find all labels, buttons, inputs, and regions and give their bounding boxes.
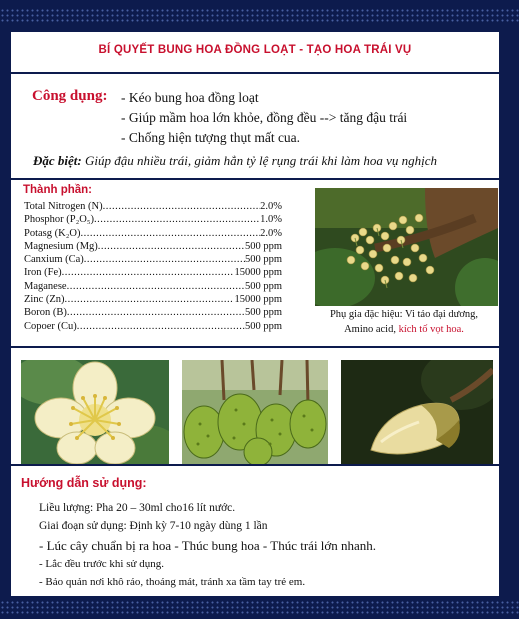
guide-list <box>39 502 376 594</box>
uses-list <box>121 88 407 148</box>
bottom-dot-band <box>0 600 519 614</box>
durian-bud-photo <box>341 360 493 466</box>
ingredients-list <box>24 200 282 333</box>
ingredient-name: Maganese <box>24 280 67 292</box>
uses-item: - Kéo bung hoa đồng loạt <box>121 90 259 105</box>
ingredient-name: Magnesium (Mg) <box>24 240 98 252</box>
ingredient-value: 15000 ppm <box>234 294 282 306</box>
ingredient-row <box>24 320 282 333</box>
uses-item: - Chống hiện tượng thụt mất cua. <box>121 130 301 145</box>
durian-fruits-photo <box>182 360 328 466</box>
ingredient-row <box>24 200 282 213</box>
page-title: BÍ QUYẾT BUNG HOA ĐỒNG LOẠT - TẠO HOA TRÁI VỤ <box>98 44 412 56</box>
ingredient-row <box>24 227 282 240</box>
ingredient-name: Iron (Fe) <box>24 267 62 279</box>
ingredient-name: Copoer (Cu) <box>24 320 77 332</box>
ingredient-value: 500 ppm <box>244 307 282 319</box>
special-text: Giúp đậu nhiều trái, giảm hẳn tỷ lệ rụng trái khi làm hoa vụ nghịch <box>81 153 438 168</box>
ingredient-value: 500 ppm <box>244 254 282 266</box>
guide-line: Liều lượng: Pha 20 – 30ml cho16 lít nước. <box>39 502 236 514</box>
guide-line: - Bảo quản nơi khô ráo, thoáng mát, tránh xa tầm tay trẻ em. <box>39 576 306 588</box>
guide-line: Giai đoạn sử dụng: Định kỳ 7-10 ngày dùng 1 lần <box>39 520 268 532</box>
ingredient-value: 2.0% <box>260 201 282 212</box>
top-dot-band <box>0 8 519 22</box>
ingredient-name: Boron (B) <box>24 307 67 319</box>
durian-flower-cluster-photo <box>315 188 498 306</box>
ingredient-value: 500 ppm <box>244 280 282 292</box>
ingredient-row <box>24 266 282 279</box>
guide-line: - Lúc cây chuẩn bị ra hoa - Thúc bung hoa - Thúc trái lớn nhanh. <box>39 538 377 553</box>
image-strip-panel <box>9 346 501 466</box>
ingredient-value: 2.0% <box>260 227 282 239</box>
ingredient-value: 15000 ppm <box>234 267 282 279</box>
uses-label: Công dụng: <box>32 88 108 104</box>
guide-heading: Hướng dẫn sử dụng: <box>21 476 147 490</box>
ingredient-row <box>24 293 282 306</box>
durian-blossom-photo <box>21 360 169 466</box>
special-label: Đặc biệt: <box>33 153 82 168</box>
title-panel <box>9 30 501 74</box>
ingredient-value: 1.0% <box>260 214 282 226</box>
caption-text: Amino acid, <box>344 323 399 335</box>
ingredient-row <box>24 213 282 226</box>
ingredients-panel <box>9 178 501 348</box>
ingredient-name: Total Nitrogen (N) <box>24 201 103 212</box>
ingredient-row <box>24 253 282 266</box>
guide-panel <box>9 464 501 598</box>
photo-caption <box>309 308 499 337</box>
uses-item: - Giúp mầm hoa lớn khỏe, đồng đều --> tăng đậu trái <box>121 110 408 125</box>
uses-panel <box>9 72 501 180</box>
caption-line <box>309 323 499 338</box>
ingredient-row <box>24 240 282 253</box>
ingredient-row <box>24 280 282 293</box>
special-note <box>33 153 437 169</box>
ingredient-name: Phosphor (P₂O₅) <box>24 214 95 226</box>
ingredient-value: 500 ppm <box>244 240 282 252</box>
ingredient-row <box>24 306 282 319</box>
ingredients-heading: Thành phần: <box>23 184 92 196</box>
guide-line: - Lắc đều trước khi sử dụng. <box>39 558 164 570</box>
ingredient-name: Zinc (Zn) <box>24 294 65 306</box>
ingredient-name: Canxium (Ca) <box>24 254 84 266</box>
ingredient-value: 500 ppm <box>244 320 282 332</box>
caption-line: Phụ gia đặc hiệu: Vi tảo đại dương, <box>329 309 479 320</box>
caption-highlight: kích tố vọt hoa. <box>398 323 464 335</box>
ingredient-name: Potasg (K₂O) <box>24 227 81 239</box>
